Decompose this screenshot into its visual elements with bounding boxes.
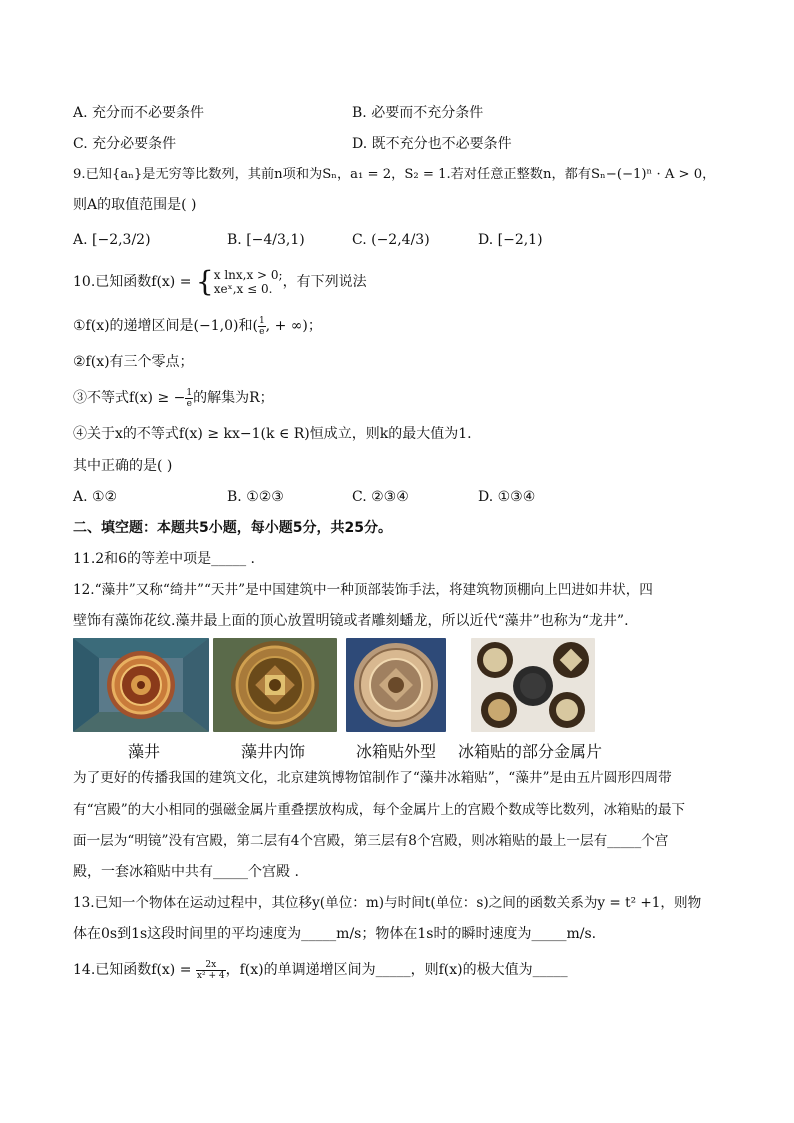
magnet-exterior-image xyxy=(346,638,446,732)
q10-s3-num: 1 xyxy=(186,387,193,398)
q10-s1-fraction xyxy=(258,316,266,337)
magnet-pieces-image xyxy=(471,638,595,732)
q10-option-d: D. ①③④ xyxy=(478,489,536,505)
zaojing-interior-image xyxy=(213,638,337,732)
zaojing-image xyxy=(73,638,209,732)
q10-stem xyxy=(73,266,367,298)
q10-statement-1 xyxy=(73,314,322,338)
q12-body-line3: 面一层为“明镜”没有宫殿，第二层有4个宫殿，第三层有8个宫殿，则冰箱贴的最上一层有_____个宫 xyxy=(73,833,669,849)
q10-s1-text-a: ①f(x)的递增区间是(−1,0)和( xyxy=(73,318,258,334)
q10-option-b: B. ①②③ xyxy=(227,489,284,505)
q12-body-line2: 有“宫殿”的大小相同的强磁金属片重叠摆放构成，每个金属片上的宫殿个数成等比数列，冰箱贴的最下 xyxy=(73,802,686,818)
q8-option-d: D. 既不充分也不必要条件 xyxy=(352,136,512,152)
q10-stem-suffix: ，有下列说法 xyxy=(282,274,367,290)
q11: 11.2和6的等差中项是_____ . xyxy=(73,551,255,567)
q14 xyxy=(73,956,568,984)
q12-body-line4: 殿，一套冰箱贴中共有_____个宫殿 . xyxy=(73,864,299,880)
q9-stem-line1: 9.已知{aₙ}是无穷等比数列，其前n项和为Sₙ，a₁ = 2，S₂ = 1.若对任意正整数n，都有Sₙ−(−1)ⁿ · A > 0， xyxy=(73,167,716,182)
q13-line2: 体在0s到1s这段时间里的平均速度为_____m/s；物体在1s时的瞬时速度为_____m/s. xyxy=(73,926,597,942)
q10-stem-prefix: 10.已知函数f(x) = xyxy=(73,274,192,290)
q12-body-line1: 为了更好的传播我国的建筑文化，北京建筑博物馆制作了“藻井冰箱贴”，“藻井”是由五片圆形四周带 xyxy=(73,770,672,786)
q10-s3-fraction xyxy=(185,388,193,409)
q10-brace: { xyxy=(195,265,214,298)
q10-statement-2: ②f(x)有三个零点； xyxy=(73,354,194,370)
q14-num: 2x xyxy=(196,960,226,971)
q10-s1-num: 1 xyxy=(258,315,265,326)
q10-case1: x lnx,x > 0; xyxy=(213,268,283,282)
q10-case2: xeˣ,x ≤ 0. xyxy=(213,282,273,296)
q8-option-a: A. 充分而不必要条件 xyxy=(73,105,205,121)
q9-stem-line2: 则A的取值范围是( ) xyxy=(73,197,197,213)
q13-line1: 13.已知一个物体在运动过程中，其位移y(单位：m)与时间t(单位：s)之间的函数关系为y = t² +1，则物 xyxy=(73,895,702,911)
photo-magnet-pieces xyxy=(471,638,595,732)
caption-zaojing-interior: 藻井内饰 xyxy=(241,742,306,761)
caption-zaojing: 藻井 xyxy=(128,742,161,761)
q10-option-a: A. ①② xyxy=(73,489,118,505)
q14-prefix: 14.已知函数f(x) = xyxy=(73,962,192,978)
q14-den: x² + 4 xyxy=(196,970,225,981)
q10-s3-den: e xyxy=(186,398,192,409)
caption-magnet-pieces: 冰箱贴的部分金属片 xyxy=(458,742,603,761)
q9-option-b: B. [−4/3,1) xyxy=(227,232,305,248)
q9-option-a: A. [−2,3/2) xyxy=(73,232,151,248)
section-heading: 二、填空题：本题共5小题，每小题5分，共25分。 xyxy=(73,520,392,536)
photo-magnet-exterior xyxy=(346,638,446,732)
q9-option-c: C. (−2,4/3) xyxy=(352,232,430,248)
q10-statement-3 xyxy=(73,386,274,410)
q10-cases xyxy=(214,268,283,296)
q14-fraction xyxy=(196,960,226,981)
photo-zaojing-interior xyxy=(213,638,337,732)
photo-zaojing xyxy=(73,638,209,732)
q10-s1-text-b: , + ∞)； xyxy=(265,318,322,334)
q10-s3-text-b: 的解集为R； xyxy=(193,390,274,406)
q12-line1: 12.“藻井”又称“绮井”“天井”是中国建筑中一种顶部装饰手法，将建筑物顶棚向上凹进如井状，四 xyxy=(73,582,653,598)
caption-magnet-exterior: 冰箱贴外型 xyxy=(356,742,437,761)
q8-option-b: B. 必要而不充分条件 xyxy=(352,105,484,121)
q8-option-c: C. 充分必要条件 xyxy=(73,136,177,152)
q14-suffix: ，f(x)的单调递增区间为_____，则f(x)的极大值为_____ xyxy=(225,962,568,978)
q9-option-d: D. [−2,1) xyxy=(478,232,543,248)
q10-option-c: C. ②③④ xyxy=(352,489,409,505)
q12-line2: 壁饰有藻饰花纹.藻井最上面的顶心放置明镜或者雕刻蟠龙，所以近代“藻井”也称为“龙井”. xyxy=(73,613,629,629)
q10-statement-4: ④关于x的不等式f(x) ≥ kx−1(k ∈ R)恒成立，则k的最大值为1. xyxy=(73,426,472,442)
q10-s1-den: e xyxy=(259,326,265,337)
q10-s3-text-a: ③不等式f(x) ≥ − xyxy=(73,390,186,406)
q10-ask: 其中正确的是( ) xyxy=(73,458,173,474)
